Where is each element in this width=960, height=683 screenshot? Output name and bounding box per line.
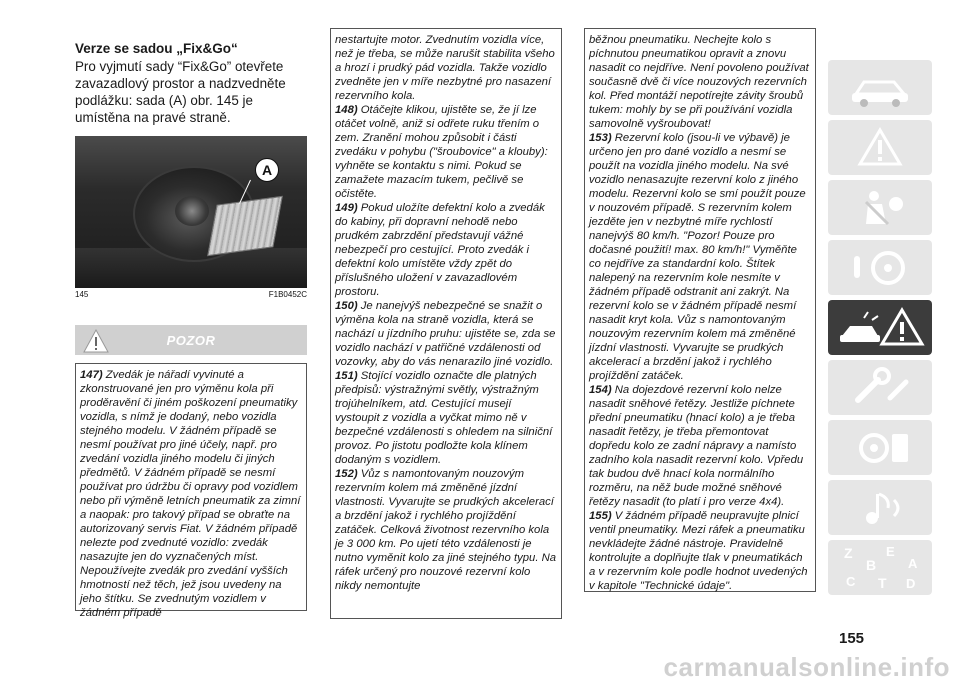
index-alphabet-icon (828, 540, 932, 595)
note-147 (80, 368, 302, 620)
note-number: 148) (335, 104, 358, 116)
note-text: V žádném případě neupravujte plnicí ventil pneumatiky. Mezi ráfek a pneumatiku nevkládejte žádné nástroje. Pravidelně kontrolujte a doplňujte tlak v pneumatikách a v rezervním kole podle hodnot uvedených v kapitole "Technické údaje". (589, 510, 808, 592)
index-letter: B (866, 557, 877, 573)
index-letter: A (908, 556, 918, 571)
dashboard-warning-icon (828, 120, 932, 175)
index-letter: Z (844, 545, 853, 561)
warning-title: POZOR (166, 332, 216, 348)
note-148 (335, 103, 557, 201)
section-heading: Verze se sadou „Fix&Go“ (75, 41, 238, 56)
callout-marker: A (255, 158, 279, 182)
tab-car-overview[interactable] (828, 60, 932, 115)
index-letter: C (846, 574, 856, 589)
note-number: 150) (335, 300, 358, 312)
tab-multimedia[interactable] (828, 480, 932, 535)
intro-paragraph: Pro vyjmutí sady “Fix&Go” otevřete zavazadlový prostor a nadzvedněte podlážku: sada (A) obr. 145 je umístěna na pravé straně. (75, 59, 286, 125)
specifications-icon (828, 420, 932, 475)
index-letter: T (878, 575, 887, 591)
note-text: Je nanejvýš nebezpečné se snažit o výměna kola na straně vozidla, která se nachází u jízdního pruhu: ujistěte se, zda se vozidlo nachází v patřičné vzdálenosti od vozovky, aby do vás nenarazilo jiné vozidlo. (335, 300, 556, 368)
tab-safety[interactable] (828, 180, 932, 235)
multimedia-music-icon (828, 480, 932, 535)
car-icon (828, 60, 932, 115)
figure-code: F1B0452C (268, 290, 307, 299)
steering-key-icon (828, 240, 932, 295)
trunk-photo (75, 136, 307, 288)
maintenance-wrench-icon (828, 360, 932, 415)
note-149 (335, 201, 557, 299)
figure-caption (75, 290, 307, 299)
warning-triangle-icon (83, 329, 109, 353)
warning-box-col3 (584, 28, 816, 592)
note-number: 149) (335, 202, 358, 214)
note-number: 147) (80, 369, 103, 381)
note-text: Stojící vozidlo označte dle platných předpisů: výstražnými světly, výstražným trojúhelníkem, atd. Cestující musejí vystoupit z vozidla a vyčkat mimo ně v bezpečné vzdálenosti s ohledem na silniční provoz. Po jistotu podložte kola klínem dodaným s vozidlem. (335, 370, 553, 466)
note-text: Rezervní kolo (jsou-li ve výbavě) je určeno jen pro dané vozidlo a nesmí se použít na vozidla jiného modelu. Na své vozidlo nenasazujte rezervní kolo z jiného modelu. Rezervní kolo se smí použít pouze v nouzovém případě. S rezervním kolem jezděte jen v nezbytné míře rychlostí nanejvýš 80 km/h. "Pozor! Pouze pro dočasné použití! max. 80 km/h!" Vyměňte co nejdříve za standardní kolo. Štítek nalepený na rezervním kole nesmíte v žádném případě odstranit ani zakrýt. Na rezervní kolo se v žádném případě nesmí nasadit kryt kola. Vůz s namontovaným nouzovým rezervním kolem má změněné jízdní vlastnosti. Vyvarujte se prudkých akcelerací a brzdění jakož i rychlého projíždění zatáček. (589, 132, 806, 382)
tab-index[interactable] (828, 540, 932, 595)
index-letter: D (906, 576, 916, 591)
column-2 (330, 36, 562, 619)
note-text: Otáčejte klikou, ujistěte se, že jí lze otáčet volně, aniž si odřete ruku třením o zem. Zranění mohou způsobit i části zvedáku v pohybu ("šroubovice" a klouby): vyhněte se kontaktu s nimi. Pokud se zamažete mazacím tukem, pečlivě se očistěte. (335, 104, 548, 200)
fixgo-kit-bag (207, 196, 283, 256)
note-154 (589, 383, 811, 509)
page-number: 155 (839, 630, 865, 647)
note-text: Zvedák je nářadí vyvinuté a zkonstruované jen pro výměnu kola při proděravění či jiném poškození pneumatiky vozidla, s nímž je dodaný, nebo vozidla stejného modelu. V žádném případě se nesmí používat pro jiné účely, např. pro zvedání vozidla jiného modelu či jiných předmětů. V žádném případě se nesmí používat pro údržbu či opravy pod vozidlem nebo při výměně letních pneumatik za zimní a naopak: pro takový případ se obraťte na autorizovaný servis Fiat. V žádném případě nelezte pod zvednuté vozidlo: zvedák nasazujte jen do vyznačených míst. Nepoužívejte zvedák pro zvedání vyšších hmotností než těch, jež jsou uvedeny na jeho štítku. Se zvednutým vozidlem v žádném případě (80, 369, 301, 619)
warning-box-col1 (75, 363, 307, 619)
note-number: 154) (589, 384, 612, 396)
note-152 (335, 467, 557, 593)
tab-specifications[interactable] (828, 420, 932, 475)
column-1 (75, 36, 307, 619)
warning-banner (75, 325, 307, 355)
note-text: Na dojezdové rezervní kolo nelze nasadit sněhové řetězy. Jestliže píchnete přední pneumatiku (hnací kolo) a je třeba nasadit řetězy, je třeba přemontovat dopředu kolo ze zadní nápravy a namísto zadního kola nasadit rezervní kolo. Vpředu tak budou dvě hnací kola normálního rozměru, na něž bude možné sněhové řetězy nasadit (to platí i pro verze 4x4). (589, 384, 804, 508)
tab-maintenance[interactable] (828, 360, 932, 415)
note-number: 152) (335, 468, 358, 480)
column-3 (584, 36, 816, 592)
note-number: 155) (589, 510, 612, 522)
chapter-tabs (828, 60, 932, 600)
note-151 (335, 369, 557, 467)
figure-number: 145 (75, 290, 89, 299)
note-152-continued: běžnou pneumatiku. Nechejte kolo s píchnutou pneumatikou opravit a znovu nasadit co nejdříve. Není povoleno používat současně dvě či více nouzových rezervních kol. Před montáží nepotírejte závity šroubů tukem: mohly by se při používání vozidla samovolně vyšroubovat! (589, 34, 809, 130)
note-number: 153) (589, 132, 612, 144)
tab-dashboard[interactable] (828, 120, 932, 175)
note-155 (589, 509, 811, 593)
note-number: 151) (335, 370, 358, 382)
seatbelt-airbag-icon (828, 180, 932, 235)
tab-driving[interactable] (828, 240, 932, 295)
note-153 (589, 131, 811, 383)
index-letter: E (886, 544, 895, 559)
note-text: Pokud uložíte defektní kolo a zvedák do kabiny, při dopravní nehodě nebo prudkém zabrzdění představují vážné nebezpečí pro cestující. Proto zvedák i defektní kolo umístěte vždy zpět do příslušného uložení v zavazadlovém prostoru. (335, 202, 545, 298)
note-150 (335, 299, 557, 369)
wheel-hub (175, 196, 209, 226)
note-text: Vůz s namontovaným nouzovým rezervním kolem má změněné jízdní vlastnosti. Vyvarujte se prudkých akcelerací a brzdění jakož i rychlého projíždění zatáček. Celková životnost rezervního kola je 3 000 km. Po ujetí této vzdálenosti je nutno vyměnit kolo za jiné stejného typu. Na ráfek určený pro nouzové rezervní kolo nikdy nemontujte (335, 468, 557, 592)
tab-emergency[interactable] (828, 300, 932, 355)
warning-box-col2 (330, 28, 562, 619)
breakdown-warning-icon (828, 300, 932, 355)
footer-watermark: carmanualsonline.info (663, 652, 950, 682)
note-147-continued: nestartujte motor. Zvednutím vozidla více, než je třeba, se může narušit stabilita všeho a hrozí i prudký pád vozidla. Takže vozidlo zvedněte jen v míře nezbytné pro nasazení rezervního kola. (335, 34, 555, 102)
